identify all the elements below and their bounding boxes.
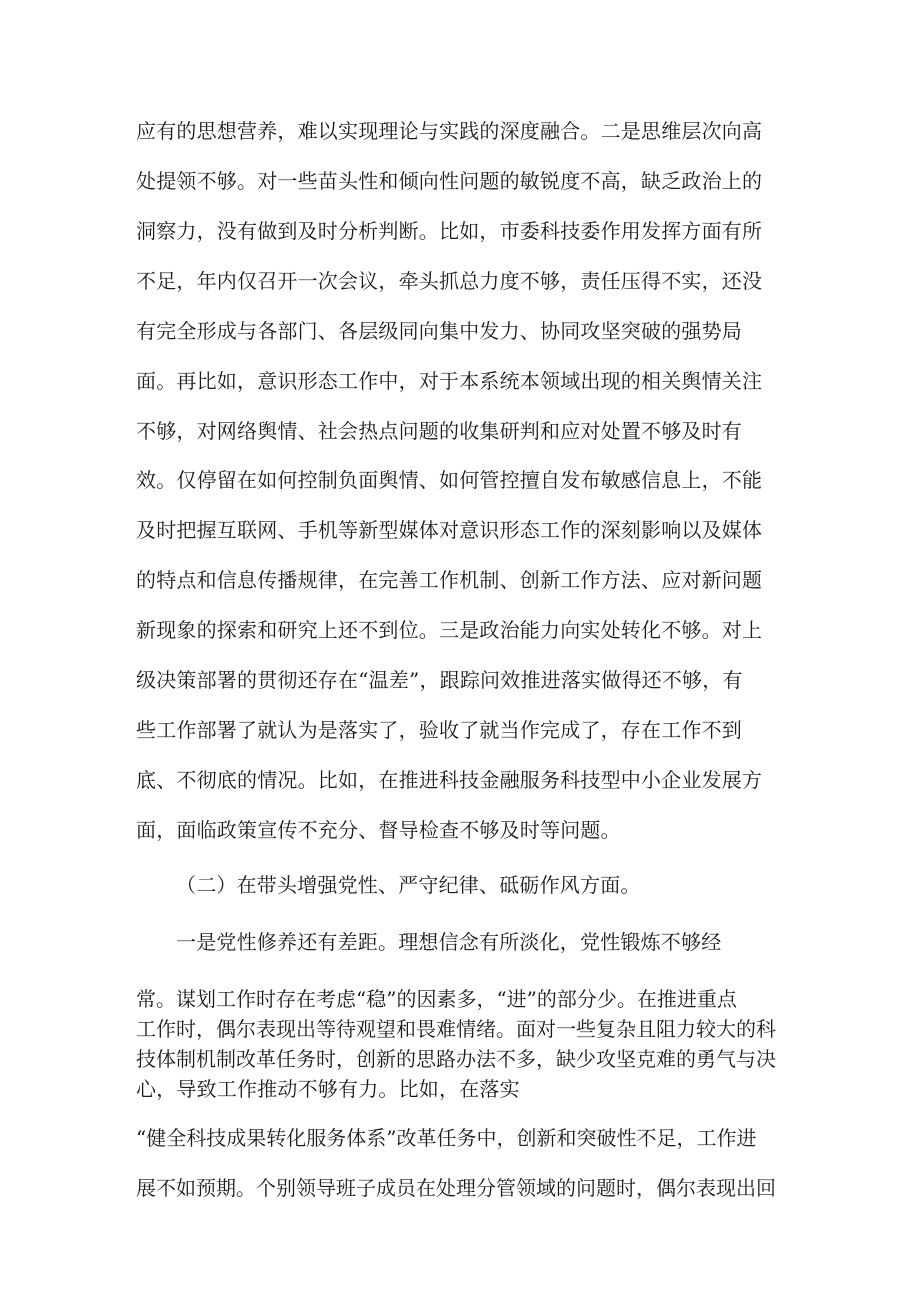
paragraph-line: 效。仅停留在如何控制负面舆情、如何管控擅自发布敏感信息上，不能 xyxy=(136,468,763,492)
paragraph-line: 应有的思想营养，难以实现理论与实践的深度融合。二是思维层次向高 xyxy=(136,119,763,143)
paragraph-line: 工作时，偶尔表现出等待观望和畏难情绪。面对一些复杂且阻力较大的科 xyxy=(136,1017,776,1041)
paragraph-line: 不够，对网络舆情、社会热点问题的收集研判和应对处置不够及时有 xyxy=(136,419,742,443)
paragraph-line: 些工作部署了就认为是落实了，验收了就当作完成了，存在工作不到 xyxy=(136,718,742,742)
paragraph-line: 面，面临政策宣传不充分、督导检查不够及时等问题。 xyxy=(136,818,621,842)
paragraph-line: 面。再比如，意识形态工作中，对于本系统本领域出现的相关舆情关注 xyxy=(136,369,763,393)
paragraph-line: 新现象的探索和研究上还不到位。三是政治能力向实处转化不够。对上 xyxy=(136,618,763,642)
paragraph-line: 的特点和信息传播规律，在完善工作机制、创新工作方法、应对新问题 xyxy=(136,568,763,592)
paragraph-line: 底、不彻底的情况。比如，在推进科技金融服务科技型中小企业发展方 xyxy=(136,768,763,792)
paragraph-line: 心，导致工作推动不够有力。比如，在落实 xyxy=(136,1077,520,1101)
paragraph-line: 不足，年内仅召开一次会议，牵头抓总力度不够，责任压得不实，还没 xyxy=(136,269,763,293)
paragraph-line: “健全科技成果转化服务体系”改革任务中，创新和突破性不足，工作进 xyxy=(136,1126,757,1150)
paragraph-line: 有完全形成与各部门、各层级同向集中发力、协同攻坚突破的强势局 xyxy=(136,319,742,343)
section-heading: （二）在带头增强党性、严守纪律、砥砺作风方面。 xyxy=(176,873,641,897)
paragraph-line: 常。谋划工作时存在考虑“稳”的因素多，“进”的部分少。在推进重点 xyxy=(136,987,737,1011)
paragraph-line: 一是党性修养还有差距。理想信念有所淡化，党性锻炼不够经 xyxy=(176,930,722,954)
paragraph-line: 处提领不够。对一些苗头性和倾向性问题的敏锐度不高，缺乏政治上的 xyxy=(136,169,763,193)
paragraph-line: 及时把握互联网、手机等新型媒体对意识形态工作的深刻影响以及媒体 xyxy=(136,518,763,542)
paragraph-line: 洞察力，没有做到及时分析判断。比如，市委科技委作用发挥方面有所 xyxy=(136,219,763,243)
paragraph-line: 展不如预期。个别领导班子成员在处理分管领域的问题时，偶尔表现出回 xyxy=(136,1176,776,1200)
paragraph-line: 技体制机制改革任务时，创新的思路办法不多，缺少攻坚克难的勇气与决 xyxy=(136,1047,776,1071)
paragraph-line: 级决策部署的贯彻还存在“温差”，跟踪问效推进落实做得还不够，有 xyxy=(136,668,743,692)
